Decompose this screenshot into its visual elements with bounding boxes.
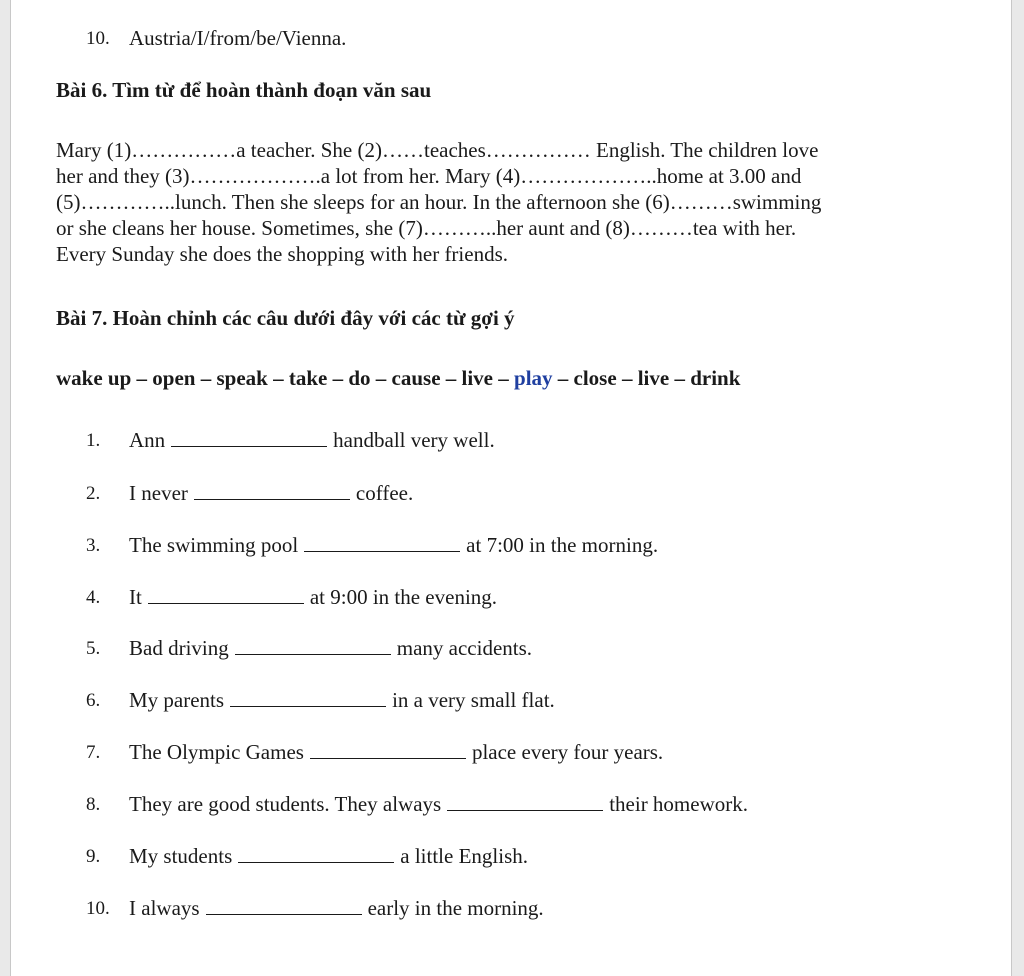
word-separator: – <box>370 366 392 390</box>
prev-item-text: Austria/I/from/be/Vienna. <box>129 26 347 50</box>
sentence-start: I never <box>129 481 188 505</box>
item-number: 1. <box>86 430 101 451</box>
sentence-end: at 7:00 in the morning. <box>466 533 659 557</box>
answer-blank[interactable] <box>230 688 386 707</box>
word-separator: – <box>327 366 349 390</box>
sentence-end: in a very small flat. <box>392 688 555 712</box>
sentence-end: early in the morning. <box>367 896 544 920</box>
exercise-sentence <box>129 428 495 453</box>
exercise-sentence <box>129 636 532 661</box>
item-number: 4. <box>86 587 101 608</box>
sentence-end: many accidents. <box>396 636 533 660</box>
paragraph-line: Mary (1)……………a teacher. She (2)……teaches…………… English. The children love <box>56 138 819 162</box>
item-number: 6. <box>86 690 101 711</box>
bai7-heading: Bài 7. Hoàn chỉnh các câu dưới đây với các từ gợi ý <box>56 306 515 330</box>
exercise-sentence <box>129 740 663 765</box>
word-bank-item: do <box>348 366 371 390</box>
sentence-end: a little English. <box>400 844 528 868</box>
bai6-paragraph <box>56 137 946 267</box>
sentence-start: Ann <box>129 428 166 452</box>
answer-blank[interactable] <box>310 740 466 759</box>
sentence-start: The Olympic Games <box>129 740 304 764</box>
paragraph-line: her and they (3)……………….a lot from her. Mary (4)………………..home at 3.00 and <box>56 164 802 188</box>
word-bank-item: live <box>637 366 670 390</box>
item-number: 10. <box>86 898 110 919</box>
word-bank-item: play <box>514 366 553 390</box>
sentence-end: handball very well. <box>333 428 495 452</box>
answer-blank[interactable] <box>304 533 460 552</box>
word-bank-item: take <box>288 366 328 390</box>
answer-blank[interactable] <box>194 481 350 500</box>
word-bank-item: open <box>152 366 196 390</box>
answer-blank[interactable] <box>238 844 394 863</box>
item-number: 5. <box>86 638 101 659</box>
item-number: 8. <box>86 794 101 815</box>
exercise-sentence <box>129 688 555 713</box>
word-separator: – <box>267 366 289 390</box>
sentence-start: They are good students. They always <box>129 792 442 816</box>
sentence-start: My students <box>129 844 233 868</box>
document-page <box>10 0 1012 976</box>
answer-blank[interactable] <box>206 896 362 915</box>
sentence-end: coffee. <box>355 481 414 505</box>
word-bank-item: cause <box>391 366 441 390</box>
item-number: 2. <box>86 483 101 504</box>
answer-blank[interactable] <box>235 636 391 655</box>
item-number: 9. <box>86 846 101 867</box>
item-number: 7. <box>86 742 101 763</box>
item-number: 3. <box>86 535 101 556</box>
word-separator: – <box>552 366 574 390</box>
exercise-sentence <box>129 533 658 558</box>
word-bank-item: live <box>461 366 494 390</box>
exercise-sentence <box>129 585 497 610</box>
paragraph-line: or she cleans her house. Sometimes, she (7)………..her aunt and (8)………tea with her. <box>56 216 797 240</box>
word-bank-item: wake up <box>56 366 132 390</box>
exercise-sentence <box>129 896 544 921</box>
exercise-sentence <box>129 792 748 817</box>
prev-item-number: 10. <box>86 28 110 49</box>
exercise-sentence <box>129 844 528 869</box>
sentence-end: their homework. <box>609 792 748 816</box>
word-bank-item: drink <box>690 366 741 390</box>
word-bank-item: speak <box>216 366 268 390</box>
sentence-start: I always <box>129 896 200 920</box>
word-separator: – <box>669 366 691 390</box>
exercise-sentence <box>129 481 413 506</box>
word-separator: – <box>131 366 153 390</box>
answer-blank[interactable] <box>148 585 304 604</box>
sentence-end: at 9:00 in the evening. <box>309 585 498 609</box>
sentence-start: My parents <box>129 688 225 712</box>
word-bank <box>56 366 740 391</box>
answer-blank[interactable] <box>171 428 327 447</box>
word-separator: – <box>616 366 638 390</box>
sentence-start: It <box>129 585 142 609</box>
word-separator: – <box>195 366 217 390</box>
bai6-heading: Bài 6. Tìm từ để hoàn thành đoạn văn sau <box>56 78 432 102</box>
sentence-end: place every four years. <box>471 740 664 764</box>
paragraph-line: Every Sunday she does the shopping with her friends. <box>56 242 509 266</box>
paragraph-line: (5)…………..lunch. Then she sleeps for an hour. In the afternoon she (6)………swimming <box>56 190 822 214</box>
answer-blank[interactable] <box>447 792 603 811</box>
word-bank-item: close <box>573 366 617 390</box>
sentence-start: Bad driving <box>129 636 229 660</box>
sentence-start: The swimming pool <box>129 533 299 557</box>
word-separator: – <box>493 366 515 390</box>
word-separator: – <box>440 366 462 390</box>
